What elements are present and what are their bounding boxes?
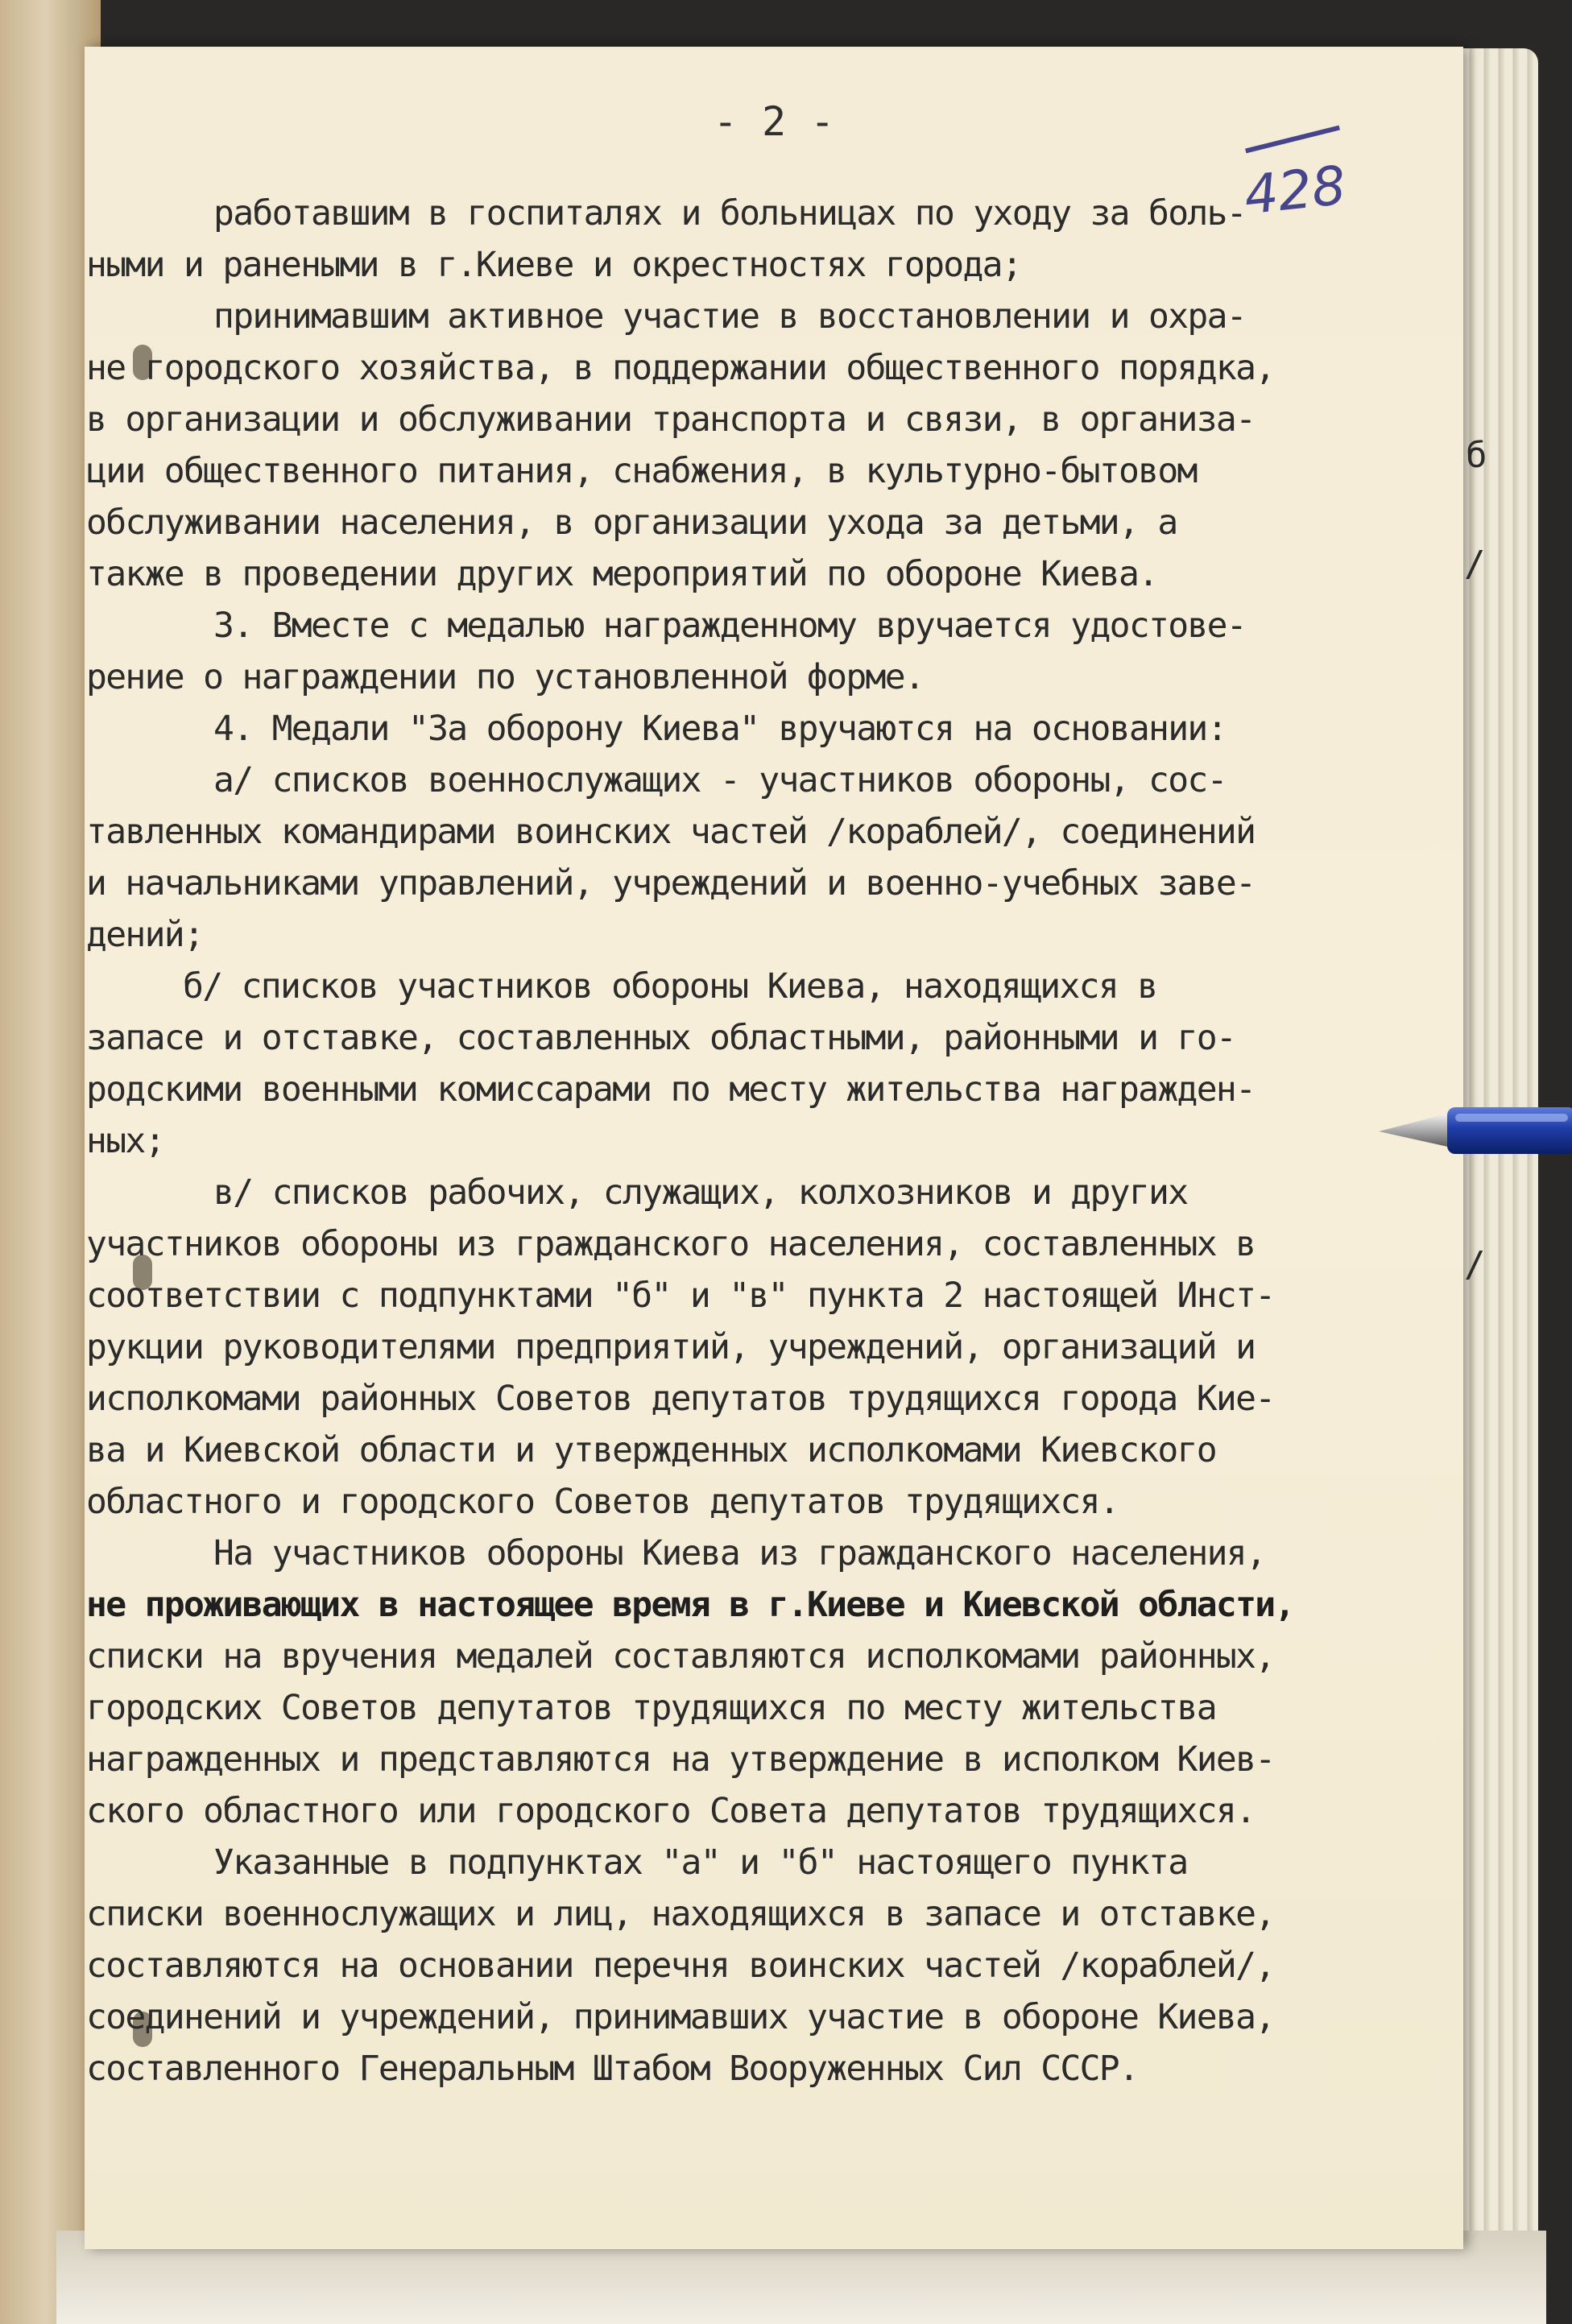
text-line: б/ списков участников обороны Киева, находящихся в (183, 966, 1157, 1007)
text-line: в организации и обслуживании транспорта и связи, в организа- (86, 399, 1256, 440)
text-line: запасе и отставке, составленных областными, районными и го- (86, 1018, 1236, 1058)
text-line: составляются на основании перечня воинских частей /кораблей/, (86, 1946, 1275, 1986)
text-line: соответствии с подпунктами "б" и "в" пункта 2 настоящей Инст- (86, 1276, 1275, 1316)
text-line: областного и городского Советов депутатов трудящихся. (86, 1482, 1119, 1522)
text-line: и начальниками управлений, учреждений и военно-учебных заве- (86, 863, 1256, 904)
text-line: ва и Киевской области и утвержденных исполкомами Киевского (86, 1430, 1216, 1470)
text-line: рение о награждении по установленной форме. (86, 657, 925, 697)
document-body (86, 188, 1475, 2094)
text-line: На участников обороны Киева из гражданского населения, (213, 1533, 1266, 1573)
archive-folio-number: 428 (1241, 154, 1349, 227)
margin-letter: / (1464, 1244, 1486, 1285)
text-line: не городского хозяйства, в поддержании общественного порядка, (86, 348, 1275, 388)
text-line: Указанные в подпунктах "а" и "б" настоящего пункта (213, 1842, 1188, 1883)
text-line: ского областного или городского Совета депутатов трудящихся. (86, 1791, 1256, 1831)
text-line: ных; (86, 1121, 164, 1161)
page-number: - 2 - (713, 98, 835, 145)
margin-letter: / (1464, 544, 1486, 585)
text-line: рукции руководителями предприятий, учреждений, организаций и (86, 1327, 1256, 1367)
text-line: 4. Медали "За оборону Киева" вручаются на основании: (213, 709, 1227, 749)
text-line: ции общественного питания, снабжения, в культурно-бытовом (86, 451, 1197, 491)
text-line: награжденных и представляются на утверждение в исполком Киев- (86, 1739, 1275, 1780)
text-line: принимавшим активное участие в восстановлении и охра- (213, 296, 1246, 337)
text-line: соединений и учреждений, принимавших участие в обороне Киева, (86, 1997, 1275, 2037)
margin-letter: б (1466, 435, 1487, 476)
text-line: а/ списков военнослужащих - участников обороны, сос- (213, 760, 1227, 800)
text-line: городских Советов депутатов трудящихся по месту жительства (86, 1688, 1216, 1728)
text-line: обслуживании населения, в организации ухода за детьми, а (86, 502, 1177, 543)
text-line: в/ списков рабочих, служащих, колхозников и других (213, 1172, 1188, 1213)
text-line: 3. Вместе с медалью награжденному вручается удостове- (213, 606, 1246, 646)
text-line: работавшим в госпиталях и больницах по уходу за боль- (213, 193, 1246, 234)
text-line: дений; (86, 915, 204, 955)
text-line: ными и ранеными в г.Киеве и окрестностях города; (86, 245, 1022, 285)
text-line: родскими военными комиссарами по месту жительства награжден- (86, 1069, 1256, 1110)
text-line: участников обороны из гражданского населения, составленных в (86, 1224, 1256, 1264)
text-line: исполкомами районных Советов депутатов трудящихся города Кие- (86, 1379, 1275, 1419)
text-line: тавленных командирами воинских частей /кораблей/, соединений (86, 812, 1256, 852)
typewritten-page (85, 47, 1463, 2249)
ballpoint-pen (1379, 1091, 1572, 1188)
text-line: не проживающих в настоящее время в г.Киеве и Киевской области, (86, 1585, 1294, 1625)
text-line: списки на вручения медалей составляются исполкомами районных, (86, 1636, 1275, 1677)
text-line: также в проведении других мероприятий по обороне Киева. (86, 554, 1158, 594)
text-line: составленного Генеральным Штабом Вооруженных Сил СССР. (86, 2049, 1139, 2089)
text-line: списки военнослужащих и лиц, находящихся в запасе и отставке, (86, 1894, 1275, 1934)
